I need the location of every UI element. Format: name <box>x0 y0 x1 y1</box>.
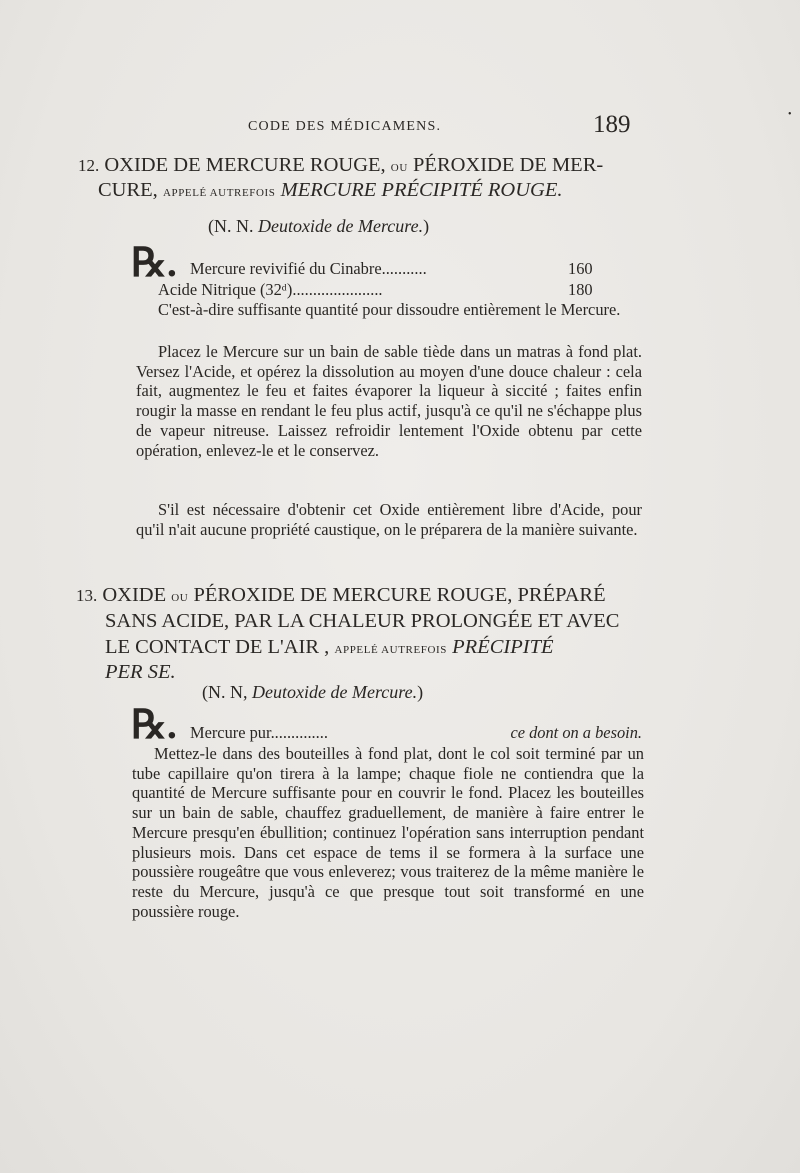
page-mark: • <box>788 109 792 120</box>
running-title: CODE DES MÉDICAMENS. <box>248 119 442 134</box>
section-12-number: 12. <box>78 156 100 175</box>
section-13-heading-line4: PER SE. <box>105 661 176 683</box>
section-12-note: C'est-à-dire suffisante quantité pour dissoudre entièrement le Mercure. <box>158 300 621 319</box>
ingredient-quantity: 160 <box>568 259 593 278</box>
section-12-paragraph-2: S'il est nécessaire d'obtenir cet Oxide entièrement libre d'Acide, pour qu'il n'ait aucune propriété caustique, on le préparera de la manière suivante. <box>136 500 642 539</box>
section-12-synonym: (N. N. Deutoxide de Mercure.) <box>208 216 430 236</box>
page-number: 189 <box>593 111 631 138</box>
recipe-symbol: ℞. <box>131 240 177 285</box>
section-13-heading-line3: LE CONTACT DE L'AIR , APPELÉ AUTREFOIS PRÉCIPITÉ <box>105 636 554 658</box>
section-13-heading: 13. OXIDE OU PÉROXIDE DE MERCURE ROUGE, PRÉPARÉ <box>76 584 606 606</box>
section-13-paragraph-1: Mettez-le dans des bouteilles à fond plat, dont le col soit terminé par un tube capillaire qu'on tirera à la lampe; chaque fiole ne contiendra que la quantité de Mercure suffisante pour en couvrir le fond. Placez les bouteilles sur un bain de sable, chauffez graduellement, de manière à faire entrer le Mercure presqu'en ébullition; continuez l'opération sans interruption pendant plusieurs mois. Dans cet espace de tems il se formera à la surface une poussière rougeâtre que vous enleverez; vous traiterez de la même manière le reste du Mercure, jusqu'à ce que presque tout soit transformé en une poussière rouge. <box>132 744 644 921</box>
recipe-symbol: ℞. <box>131 702 177 747</box>
section-13-heading-line2: SANS ACIDE, PAR LA CHALEUR PROLONGÉE ET AVEC <box>105 610 620 632</box>
section-12-heading: 12. OXIDE DE MERCURE ROUGE, OU PÉROXIDE DE MER- <box>78 154 604 176</box>
ingredient-row: Mercure pur.............. ce dont on a besoin. <box>190 723 642 742</box>
ingredient-row: Mercure revivifié du Cinabre........... 160 <box>190 259 610 279</box>
ingredient-quantity: 180 <box>568 280 593 299</box>
page-header <box>0 109 800 145</box>
section-13-number: 13. <box>76 586 98 605</box>
section-12-paragraph-1: Placez le Mercure sur un bain de sable tiède dans un matras à fond plat. Versez l'Acide, et opérez la dissolution au moyen d'une douce chaleur : cela fait, augmentez le feu et faites évaporer la liqueur à siccité ; faites enfin rougir la masse en rendant le feu plus actif, jusqu'à ce qu'il ne s'échappe plus de vapeur nitreuse. Laissez refroidir lentement l'Oxide obtenu par cette opération, enlevez-le et le conservez. <box>136 342 642 460</box>
section-13-synonym: (N. N, Deutoxide de Mercure.) <box>202 682 424 702</box>
ingredient-row: Acide Nitrique (32ᵈ)...................... 180 <box>158 280 610 300</box>
ingredient-quantity: ce dont on a besoin. <box>510 723 642 742</box>
section-12-heading-line2: CURE, APPELÉ AUTREFOIS MERCURE PRÉCIPITÉ ROUGE. <box>98 179 563 201</box>
